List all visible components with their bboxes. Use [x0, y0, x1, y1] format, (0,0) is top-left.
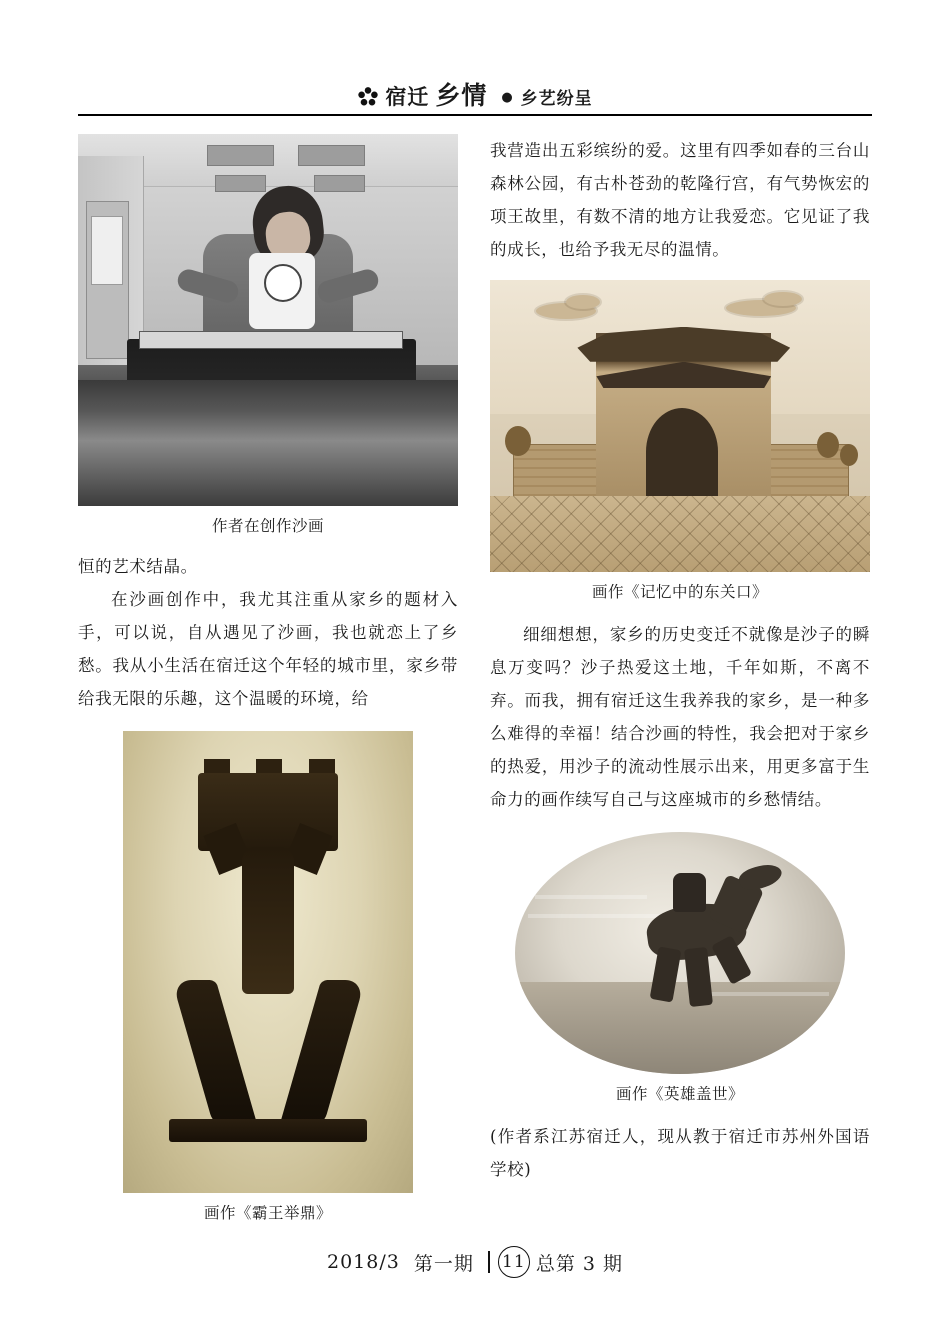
page-footer	[0, 1246, 950, 1278]
yingxiong-gaishi-image	[515, 832, 845, 1074]
figure-yingxiong-gaishi	[490, 832, 870, 1104]
bawang-juding-image	[123, 731, 413, 1193]
footer-issue-date: 2018/3	[326, 1251, 400, 1273]
left-paragraph-2: 在沙画创作中，我尤其注重从家乡的题材入手，可以说，自从遇见了沙画，我也就恋上了乡愁。我从小生活在宿迁这个年轻的城市里，家乡带给我无限的乐趣，这个温暖的环境，给	[78, 590, 458, 708]
footer-issue-label: 第一期	[413, 1252, 474, 1275]
left-column	[78, 134, 458, 1223]
right-column	[490, 134, 870, 1186]
flower-icon	[357, 86, 379, 108]
page-number: 11	[498, 1246, 530, 1278]
figure-caption: 画作《霸王举鼎》	[203, 1204, 332, 1222]
footer-page-group	[488, 1246, 623, 1278]
figure-caption: 画作《记忆中的东关口》	[591, 583, 768, 601]
page-header	[78, 78, 872, 116]
footer-total-label: 总第 3 期	[535, 1252, 624, 1275]
header-subtitle: 乡艺纷呈	[520, 89, 593, 109]
header-inner	[357, 76, 592, 112]
figure-caption: 画作《英雄盖世》	[615, 1085, 744, 1103]
footer-divider	[488, 1251, 490, 1273]
header-bullet: ●	[501, 90, 513, 105]
figure-dongguankou	[490, 280, 870, 602]
header-title-primary: 宿迁	[385, 84, 430, 109]
dongguankou-image	[490, 280, 870, 572]
left-paragraph-1: 恒的艺术结晶。	[78, 557, 198, 576]
header-title-secondary: 乡情	[435, 81, 488, 110]
figure-artist-photo	[78, 134, 458, 536]
right-paragraph-1: 我营造出五彩缤纷的爱。这里有四季如春的三台山森林公园，有古朴苍劲的乾隆行宫，有气势恢宏的项王故里，有数不清的地方让我爱恋。它见证了我的成长，也给予我无尽的温情。	[490, 141, 870, 259]
figure-caption: 作者在创作沙画	[211, 517, 324, 535]
figure-bawang-juding	[78, 731, 458, 1223]
artist-photo-image	[78, 134, 458, 506]
right-paragraph-2: 细细想想，家乡的历史变迁不就像是沙子的瞬息万变吗？沙子热爱这土地，千年如斯，不离不弃。而我，拥有宿迁这生我养我的家乡，是一种多么难得的幸福！结合沙画的特性，我会把对于家乡的热爱，用沙子的流动性展示出来，用更多富于生命力的画作续写自己与这座城市的乡愁情结。	[490, 625, 870, 809]
author-note: (作者系江苏宿迁人，现从教于宿迁市苏州外国语学校)	[490, 1127, 870, 1179]
